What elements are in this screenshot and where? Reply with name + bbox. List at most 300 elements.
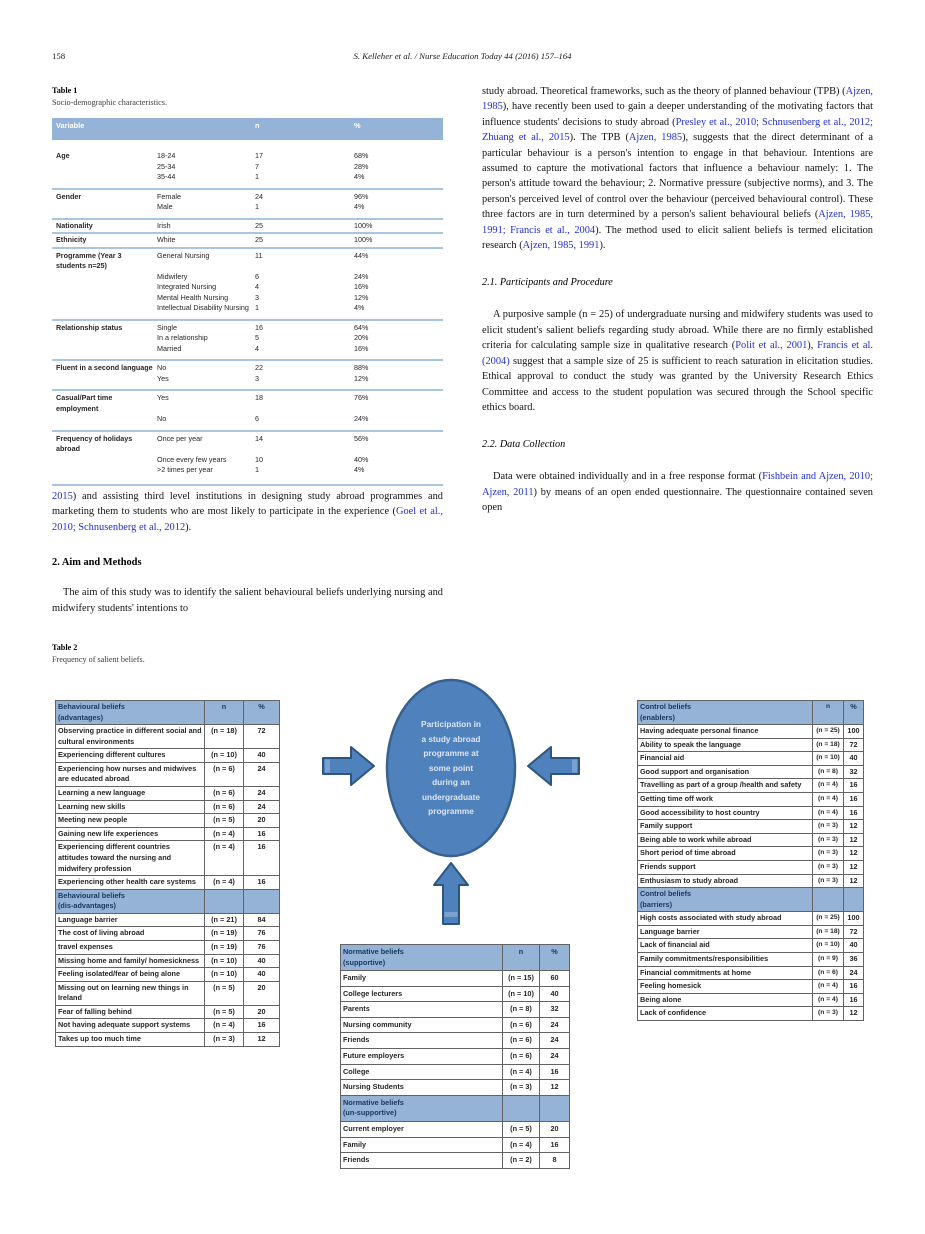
row-pct: 24 xyxy=(243,800,279,814)
row-label: Nursing Students xyxy=(341,1079,502,1095)
row-n: (n = 4) xyxy=(204,875,243,889)
row-label: Family commitments/responsibilities xyxy=(638,952,812,966)
row-n: 1 xyxy=(255,465,259,474)
row-pct: 96% xyxy=(354,191,369,201)
row-pct: 36 xyxy=(843,952,863,966)
table-row xyxy=(638,751,863,765)
row-n: (n = 4) xyxy=(204,827,243,841)
table-row xyxy=(638,819,863,833)
row-variable: Ethnicity xyxy=(56,235,87,244)
row-pct: 4% xyxy=(354,172,365,181)
row-label: Financial aid xyxy=(638,751,812,765)
row-label: Having adequate personal finance xyxy=(638,724,812,738)
row-n: (n = 25) xyxy=(812,724,843,738)
row-pct: 24% xyxy=(354,414,369,423)
row-value: Mental Health Nursing xyxy=(157,292,229,302)
row-n: (n = 3) xyxy=(812,819,843,833)
table-row xyxy=(56,1005,279,1019)
row-n: 24 xyxy=(255,191,263,201)
row-n: (n = 9) xyxy=(812,952,843,966)
row-pct: 20 xyxy=(539,1121,569,1137)
row-label: Experiencing how nurses and midwives are educated abroad xyxy=(56,762,204,786)
row-pct: 24 xyxy=(539,1048,569,1064)
row-value: >2 times per year xyxy=(157,465,213,474)
row-n: (n = 3) xyxy=(812,833,843,847)
row-n: (n = 5) xyxy=(502,1121,539,1137)
row-label: Friends xyxy=(341,1152,502,1168)
column-header-n: n xyxy=(502,945,539,970)
row-value: Intellectual Disability Nursing xyxy=(157,303,249,312)
row-pct: 100 xyxy=(843,911,863,925)
table-row xyxy=(638,925,863,939)
row-pct: 28% xyxy=(354,161,369,171)
row-pct: 12 xyxy=(843,874,863,888)
row-label: Feeling homesick xyxy=(638,979,812,993)
row-n: (n = 4) xyxy=(204,1018,243,1032)
row-n: (n = 3) xyxy=(812,860,843,874)
section-title: Normative beliefs (supportive) xyxy=(341,945,502,970)
column-header-pct xyxy=(539,1095,569,1121)
row-n: 1 xyxy=(255,303,259,312)
section-title: Behavioural beliefs (advantages) xyxy=(56,701,204,724)
row-value: Midwifery xyxy=(157,271,188,281)
table-row xyxy=(341,970,569,986)
row-n: 25 xyxy=(255,220,263,230)
subtable-section-header xyxy=(56,889,279,913)
row-label: Language barrier xyxy=(56,913,204,927)
row-value: Once per year xyxy=(157,433,203,443)
row-label: Current employer xyxy=(341,1121,502,1137)
row-n: (n = 18) xyxy=(204,724,243,748)
table-row xyxy=(341,1048,569,1064)
table-row xyxy=(56,875,279,889)
row-n: (n = 3) xyxy=(812,874,843,888)
row-value: No xyxy=(157,363,167,372)
table-row xyxy=(638,765,863,779)
row-pct: 16 xyxy=(539,1137,569,1153)
row-pct: 40 xyxy=(843,751,863,765)
table-row xyxy=(638,952,863,966)
column-header-n: n xyxy=(204,701,243,724)
table-row xyxy=(341,1121,569,1137)
row-value: Female xyxy=(157,191,181,201)
row-pct: 20 xyxy=(243,813,279,827)
row-label: College lecturers xyxy=(341,986,502,1002)
row-n: (n = 4) xyxy=(812,792,843,806)
row-label: Lack of confidence xyxy=(638,1006,812,1020)
row-pct: 100% xyxy=(354,220,373,230)
table-row xyxy=(341,1017,569,1033)
text-run: Data were obtained individually and in a free response format ( xyxy=(493,471,763,483)
table-row xyxy=(638,792,863,806)
table-row xyxy=(56,1018,279,1032)
row-n: (n = 4) xyxy=(812,778,843,792)
row-value: White xyxy=(157,235,176,244)
citation-link[interactable]: 2015 xyxy=(52,491,73,502)
row-label: Lack of financial aid xyxy=(638,938,812,952)
row-label: travel expenses xyxy=(56,940,204,954)
row-label: Fear of falling behind xyxy=(56,1005,204,1019)
row-label: Family xyxy=(341,970,502,986)
row-n: 3 xyxy=(255,292,259,302)
row-n: (n = 4) xyxy=(812,979,843,993)
text-run: ), suggests that the direct determinant of a particular behaviour is a person's intention to engage in that behaviour. Intentions are assumed to capture the motivational factors that influence a behaviour namely: 1. The person's attitude toward the behaviour; 2. Normative pressure (subjective norms), and 3. The person's perceived level of control over the behaviour (perceived behavioural control). These three factors are in turn determined by a person's salient behavioural beliefs ( xyxy=(482,132,873,221)
row-pct: 76 xyxy=(243,926,279,940)
ellipse-text-line: undergraduate xyxy=(421,791,481,802)
citation-link[interactable]: Ajzen, 1985, 1991; Francis et al., 2004 xyxy=(482,209,873,236)
row-n: (n = 6) xyxy=(204,800,243,814)
row-pct: 20 xyxy=(243,1005,279,1019)
row-pct: 40 xyxy=(843,938,863,952)
row-n: 1 xyxy=(255,172,259,181)
row-pct: 12% xyxy=(354,373,369,383)
row-n: 14 xyxy=(255,433,263,443)
table-row xyxy=(638,846,863,860)
row-pct: 88% xyxy=(354,363,369,372)
row-pct: 8 xyxy=(539,1152,569,1168)
row-label: Friends xyxy=(341,1032,502,1048)
ellipse-text-line: programme at xyxy=(423,748,479,759)
arrow-from-left-icon xyxy=(322,745,376,787)
row-value: Yes xyxy=(157,373,169,383)
row-label: Gaining new life experiences xyxy=(56,827,204,841)
row-value: Integrated Nursing xyxy=(157,282,217,291)
table-row xyxy=(638,738,863,752)
page-number: 158 xyxy=(52,51,66,61)
table1-label: Table 1 xyxy=(52,86,78,95)
text-run: ). xyxy=(599,240,606,252)
control-beliefs-table xyxy=(637,700,864,1021)
row-label: Meeting new people xyxy=(56,813,204,827)
row-n: 4 xyxy=(255,343,259,353)
row-label: Friends support xyxy=(638,860,812,874)
table2-label: Table 2 xyxy=(52,643,78,652)
row-pct: 12 xyxy=(539,1079,569,1095)
row-variable: Relationship status xyxy=(56,322,123,332)
row-pct: 32 xyxy=(539,1001,569,1017)
row-n: (n = 4) xyxy=(204,840,243,875)
row-pct: 12 xyxy=(843,833,863,847)
row-variable: Programme (Year 3 students n=25) xyxy=(56,250,122,270)
row-label: Takes up too much time xyxy=(56,1032,204,1046)
row-value: 18-24 xyxy=(157,151,176,160)
row-label: Language barrier xyxy=(638,925,812,939)
table-row xyxy=(638,938,863,952)
row-pct: 40 xyxy=(243,748,279,762)
row-label: Observing practice in different social and cultural environments xyxy=(56,724,204,748)
row-n: (n = 19) xyxy=(204,926,243,940)
arrow-from-bottom-icon xyxy=(433,862,469,926)
row-value: Irish xyxy=(157,220,171,230)
row-label: Short period of time abroad xyxy=(638,846,812,860)
row-n: 17 xyxy=(255,151,263,160)
row-label: Experiencing different cultures xyxy=(56,748,204,762)
row-pct: 16 xyxy=(243,827,279,841)
table-row xyxy=(56,926,279,940)
row-n: (n = 21) xyxy=(204,913,243,927)
table-row xyxy=(56,724,279,748)
row-label: Experiencing other health care systems xyxy=(56,875,204,889)
row-n: 7 xyxy=(255,161,259,171)
row-variable: Fluent in a second language xyxy=(56,363,153,372)
ellipse-text-line: Participation in xyxy=(421,719,481,730)
table-row xyxy=(341,1152,569,1168)
row-pct: 68% xyxy=(354,151,369,160)
row-pct: 16% xyxy=(354,282,369,291)
row-pct: 24 xyxy=(843,966,863,980)
row-label: Experiencing different countries attitudes toward the nursing and midwifery profession xyxy=(56,840,204,875)
table-row xyxy=(638,966,863,980)
citation-link[interactable]: Presley et al., 2010; Schnusenberg et al., 2012; Zhuang et al., 2015 xyxy=(482,116,873,144)
subtable-section-header xyxy=(341,1095,569,1121)
row-pct: 16 xyxy=(243,840,279,875)
row-pct: 20 xyxy=(243,981,279,1005)
row-label: Not having adequate support systems xyxy=(56,1018,204,1032)
row-label: Travelling as part of a group /health and safety xyxy=(638,778,812,792)
row-pct: 16 xyxy=(843,778,863,792)
row-pct: 72 xyxy=(843,925,863,939)
table-row xyxy=(56,981,279,1005)
row-n: (n = 15) xyxy=(502,970,539,986)
row-pct: 84 xyxy=(243,913,279,927)
text-run: ), xyxy=(807,340,818,352)
row-n: (n = 6) xyxy=(502,1048,539,1064)
table-row xyxy=(638,1006,863,1020)
row-pct: 16% xyxy=(354,343,369,353)
table-row xyxy=(56,967,279,981)
normative-beliefs-table xyxy=(340,944,570,1169)
ellipse-text-line: programme xyxy=(428,806,474,817)
row-pct: 40 xyxy=(243,954,279,968)
table-row xyxy=(56,748,279,762)
text-run: ), have recently been used to gain a deeper understanding of the motivating factors that influence students' decisions to study abroad ( xyxy=(482,101,873,128)
row-pct: 40% xyxy=(354,454,369,464)
row-n: 16 xyxy=(255,322,263,332)
row-n: (n = 8) xyxy=(502,1001,539,1017)
row-variable: Nationality xyxy=(56,220,93,230)
table-row xyxy=(56,827,279,841)
row-n: (n = 8) xyxy=(812,765,843,779)
table-row xyxy=(638,874,863,888)
subtable-section-header xyxy=(638,887,863,911)
text-run: study abroad. Theoretical frameworks, such as the theory of planned behaviour (TPB) ( xyxy=(482,86,846,97)
row-n: (n = 4) xyxy=(502,1137,539,1153)
row-n: (n = 4) xyxy=(502,1064,539,1080)
row-n: 1 xyxy=(255,202,259,211)
row-pct: 16 xyxy=(843,806,863,820)
table-row xyxy=(638,724,863,738)
subsection-heading: 2.1. Participants and Procedure xyxy=(482,277,613,289)
citation-link[interactable]: Ajzen, 1985 xyxy=(628,132,683,144)
table-row xyxy=(56,762,279,786)
row-n: (n = 4) xyxy=(812,806,843,820)
text-run: The aim of this study was to identify the salient behavioural beliefs underlying nursing and midwifery students' intentions to xyxy=(52,587,443,614)
table-row xyxy=(341,1064,569,1080)
row-n: (n = 3) xyxy=(812,1006,843,1020)
row-pct: 24 xyxy=(539,1032,569,1048)
row-value: Once every few years xyxy=(157,454,227,464)
column-header-n xyxy=(502,1095,539,1121)
table-row xyxy=(56,786,279,800)
row-pct: 60 xyxy=(539,970,569,986)
table-row xyxy=(341,986,569,1002)
row-label: Getting time off work xyxy=(638,792,812,806)
row-variable: Casual/Part time employment xyxy=(56,393,113,413)
table-row xyxy=(638,806,863,820)
row-label: Missing out on learning new things in Ireland xyxy=(56,981,204,1005)
row-n: (n = 6) xyxy=(502,1017,539,1033)
row-n: 6 xyxy=(255,271,259,281)
text-run: A purposive sample (n = 25) of undergraduate nursing and midwifery students was used to elicit student's salient beliefs regarding study abroad. While there are no firmly established criteria for calculating sample size in qualitative research ( xyxy=(482,309,873,352)
section-title: Normative beliefs (un-supportive) xyxy=(341,1095,502,1121)
table-row xyxy=(341,1001,569,1017)
arrow-from-right-icon xyxy=(526,745,580,787)
row-label: Being alone xyxy=(638,993,812,1007)
row-pct: 16 xyxy=(539,1064,569,1080)
row-label: Future employers xyxy=(341,1048,502,1064)
row-n: (n = 3) xyxy=(502,1079,539,1095)
text-run: ). The TPB ( xyxy=(569,132,629,144)
row-n: 10 xyxy=(255,454,263,464)
row-pct: 16 xyxy=(843,993,863,1007)
table-row xyxy=(638,979,863,993)
text-run: ) by means of an open ended questionnaire. The questionnaire contained seven open xyxy=(482,486,873,514)
running-title: S. Kelleher et al. / Nurse Education Today 44 (2016) 157–164 xyxy=(353,51,572,61)
row-n: 11 xyxy=(255,250,263,260)
behavioural-beliefs-table xyxy=(55,700,280,1047)
table-row xyxy=(638,860,863,874)
text-run: suggest that a sample size of 25 is sufficient to reach saturation in elicitation studies. Ethical approval to conduct the study was granted by the University Research Ethics Committee and access to the student population was secured through the School specific ethics board. xyxy=(482,355,873,413)
table-row xyxy=(341,1032,569,1048)
table-row xyxy=(638,778,863,792)
row-label: Family support xyxy=(638,819,812,833)
citation-link[interactable]: Polit et al., 2001 xyxy=(735,340,808,352)
column-header-n: n xyxy=(255,121,260,130)
row-label: Ability to speak the language xyxy=(638,738,812,752)
row-label: College xyxy=(341,1064,502,1080)
row-label: Learning a new language xyxy=(56,786,204,800)
row-n: (n = 10) xyxy=(502,986,539,1002)
row-value: In a relationship xyxy=(157,333,208,342)
table-row xyxy=(638,833,863,847)
column-header-n xyxy=(812,887,843,911)
row-value: 25-34 xyxy=(157,161,176,171)
row-n: (n = 6) xyxy=(812,966,843,980)
row-label: Missing home and family/ homesickness xyxy=(56,954,204,968)
row-pct: 12% xyxy=(354,292,369,302)
subtable-section-header xyxy=(56,701,279,724)
row-label: Good accessibility to host country xyxy=(638,806,812,820)
row-pct: 72 xyxy=(843,738,863,752)
text-run: ) and assisting third level institutions in designing study abroad programmes and marketing them to students who are most likely to participate in the experience ( xyxy=(52,491,443,518)
row-value: 35-44 xyxy=(157,172,176,181)
subtable-section-header xyxy=(341,945,569,970)
row-label: Good support and organisation xyxy=(638,765,812,779)
row-n: (n = 10) xyxy=(812,938,843,952)
row-value: Single xyxy=(157,322,177,332)
row-n: (n = 10) xyxy=(812,751,843,765)
row-value: No xyxy=(157,414,167,423)
row-pct: 24 xyxy=(243,762,279,786)
row-pct: 56% xyxy=(354,433,369,443)
row-pct: 12 xyxy=(843,819,863,833)
table-row xyxy=(638,993,863,1007)
row-n: 5 xyxy=(255,333,259,342)
ellipse-text-line: some point xyxy=(428,762,474,773)
subtable-section-header xyxy=(638,701,863,724)
row-label: Financial commitments at home xyxy=(638,966,812,980)
table1-caption: Socio-demographic characteristics. xyxy=(52,98,168,107)
row-n: (n = 6) xyxy=(204,762,243,786)
row-n: (n = 5) xyxy=(204,813,243,827)
row-variable: Frequency of holidays abroad xyxy=(56,433,133,453)
row-value: Male xyxy=(157,202,173,211)
section-title: Control beliefs (barriers) xyxy=(638,887,812,911)
row-label: Parents xyxy=(341,1001,502,1017)
row-n: (n = 6) xyxy=(502,1032,539,1048)
row-pct: 4% xyxy=(354,303,365,312)
column-header-variable: Variable xyxy=(56,121,85,130)
citation-link[interactable]: Goel et al., 2010; Schnusenberg et al., 2012 xyxy=(52,506,444,533)
row-pct: 76% xyxy=(354,393,369,402)
table-row xyxy=(56,913,279,927)
section-title: Behavioural beliefs (dis-advantages) xyxy=(56,889,204,913)
row-label: Enthusiasm to study abroad xyxy=(638,874,812,888)
row-n: 3 xyxy=(255,373,259,383)
column-header-pct: % xyxy=(539,945,569,970)
column-header-n xyxy=(204,889,243,913)
row-pct: 16 xyxy=(843,979,863,993)
citation-link[interactable]: Ajzen, 1985, 1991 xyxy=(522,240,600,252)
column-header-pct xyxy=(843,887,863,911)
row-pct: 24 xyxy=(539,1017,569,1033)
row-value: Married xyxy=(157,343,182,353)
row-pct: 12 xyxy=(243,1032,279,1046)
row-variable: Age xyxy=(56,151,70,160)
citation-link[interactable]: Ajzen, 1985 xyxy=(482,86,873,113)
row-n: (n = 5) xyxy=(204,1005,243,1019)
table-row xyxy=(56,954,279,968)
row-pct: 20% xyxy=(354,333,369,342)
row-pct: 24% xyxy=(354,271,369,281)
citation-link[interactable]: Francis et al. (2004) xyxy=(482,340,873,367)
row-n: (n = 25) xyxy=(812,911,843,925)
subsection-heading: 2.2. Data Collection xyxy=(482,439,566,451)
row-label: Learning new skills xyxy=(56,800,204,814)
row-variable: Gender xyxy=(56,191,82,201)
column-header-pct xyxy=(243,889,279,913)
row-pct: 4% xyxy=(354,465,365,474)
row-label: Nursing community xyxy=(341,1017,502,1033)
ellipse-text xyxy=(382,676,520,860)
text-run: ). The method used to elicit salient beliefs is termed elicitation research ( xyxy=(482,224,874,252)
row-n: (n = 19) xyxy=(204,940,243,954)
row-pct: 40 xyxy=(243,967,279,981)
table-row xyxy=(341,1137,569,1153)
table-row xyxy=(56,813,279,827)
row-label: Feeling isolated/fear of being alone xyxy=(56,967,204,981)
row-pct: 32 xyxy=(843,765,863,779)
column-header-n: n xyxy=(812,701,843,724)
row-n: (n = 6) xyxy=(204,786,243,800)
row-label: Family xyxy=(341,1137,502,1153)
row-n: 22 xyxy=(255,363,263,372)
row-pct: 100% xyxy=(354,235,373,244)
citation-link[interactable]: Fishbein and Ajzen, 2010; Ajzen, 2011 xyxy=(482,471,873,498)
row-pct: 76 xyxy=(243,940,279,954)
ellipse-text-line: during an xyxy=(432,777,470,788)
column-header-pct: % xyxy=(843,701,863,724)
